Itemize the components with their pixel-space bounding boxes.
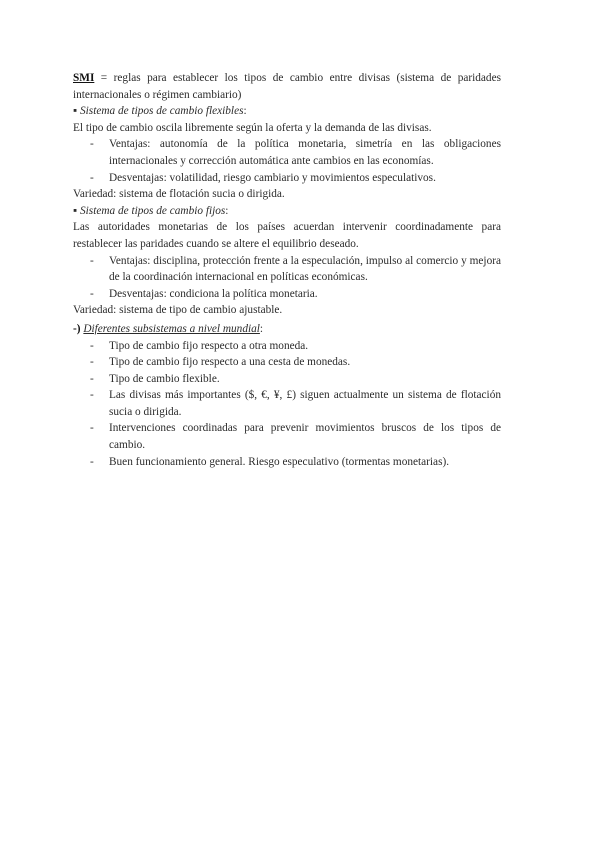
heading-colon: : bbox=[225, 204, 229, 217]
subsystem-item: Tipo de cambio fijo respecto a otra moneda. bbox=[109, 339, 309, 352]
dash-marker: - bbox=[90, 254, 94, 267]
list-item bbox=[73, 387, 501, 420]
intro-text: = reglas para establecer los tipos de cambio entre divisas (sistema de paridades internacionales o régimen cambiario) bbox=[73, 72, 501, 101]
list-item bbox=[73, 286, 501, 303]
dash-marker: - bbox=[90, 356, 94, 369]
subsystem-item: Intervenciones coordinadas para prevenir movimientos bruscos de los tipos de cambio. bbox=[109, 422, 501, 452]
list-item bbox=[73, 420, 501, 453]
fixed-variety: Variedad: sistema de tipo de cambio ajustable. bbox=[73, 304, 283, 317]
subsystems-list bbox=[73, 338, 501, 471]
heading-colon: : bbox=[243, 105, 247, 118]
list-item bbox=[73, 338, 501, 355]
heading-colon: : bbox=[259, 322, 264, 335]
dash-marker: - bbox=[90, 287, 94, 300]
list-item bbox=[73, 253, 501, 286]
list-item bbox=[73, 354, 501, 371]
list-item bbox=[73, 371, 501, 388]
fixed-description: Las autoridades monetarias de los países acuerdan intervenir coordinadamente para restablecer las paridades cuando se altere el equilibrio deseado. bbox=[73, 221, 501, 250]
fixed-advantages: Ventajas: disciplina, protección frente a la especulación, impulso al comercio y mejora de la coordinación internacional en políticas económicas. bbox=[109, 254, 501, 284]
flexible-heading-text: Sistema de tipos de cambio flexibles bbox=[80, 105, 244, 118]
subsystem-item: Tipo de cambio fijo respecto a una cesta de monedas. bbox=[109, 356, 351, 369]
dash-marker: - bbox=[90, 138, 94, 151]
dash-marker: - bbox=[90, 422, 94, 435]
list-item bbox=[73, 454, 501, 471]
flexible-description: El tipo de cambio oscila libremente según la oferta y la demanda de las divisas. bbox=[73, 121, 432, 134]
section-marker: -) bbox=[73, 322, 81, 335]
subsystem-item: Buen funcionamiento general. Riesgo especulativo (tormentas monetarias). bbox=[109, 455, 450, 468]
subsystem-item: Las divisas más importantes ($, €, ¥, £) siguen actualmente un sistema de flotación sucia o dirigida. bbox=[109, 389, 501, 418]
dash-marker: - bbox=[90, 455, 94, 468]
intro-paragraph bbox=[73, 70, 501, 103]
fixed-heading-text: Sistema de tipos de cambio fijos bbox=[80, 204, 226, 217]
flexible-advantages: Ventajas: autonomía de la política monetaria, simetría en las obligaciones internacionales y corrección automática ante cambios en las economías. bbox=[109, 138, 501, 167]
fixed-list bbox=[73, 253, 501, 303]
bullet-icon: ▪ bbox=[73, 204, 78, 217]
dash-marker: - bbox=[90, 339, 94, 352]
document-page bbox=[73, 70, 501, 470]
dash-marker: - bbox=[90, 171, 94, 184]
smi-term: SMI bbox=[73, 72, 95, 84]
list-item bbox=[73, 170, 501, 187]
fixed-heading bbox=[73, 203, 501, 220]
flexible-variety: Variedad: sistema de flotación sucia o dirigida. bbox=[73, 188, 285, 201]
subsystems-heading-text: Diferentes subsistemas a nivel mundial bbox=[83, 322, 260, 335]
bullet-icon: ▪ bbox=[73, 105, 78, 118]
flexible-disadvantages: Desventajas: volatilidad, riesgo cambiario y movimientos especulativos. bbox=[109, 171, 436, 184]
list-item bbox=[73, 136, 501, 169]
fixed-disadvantages: Desventajas: condiciona la política monetaria. bbox=[109, 287, 318, 300]
subsystems-heading bbox=[73, 321, 501, 338]
dash-marker: - bbox=[90, 372, 94, 385]
dash-marker: - bbox=[90, 389, 94, 402]
subsystem-item: Tipo de cambio flexible. bbox=[109, 372, 220, 385]
flexible-list bbox=[73, 136, 501, 186]
flexible-heading bbox=[73, 103, 501, 120]
